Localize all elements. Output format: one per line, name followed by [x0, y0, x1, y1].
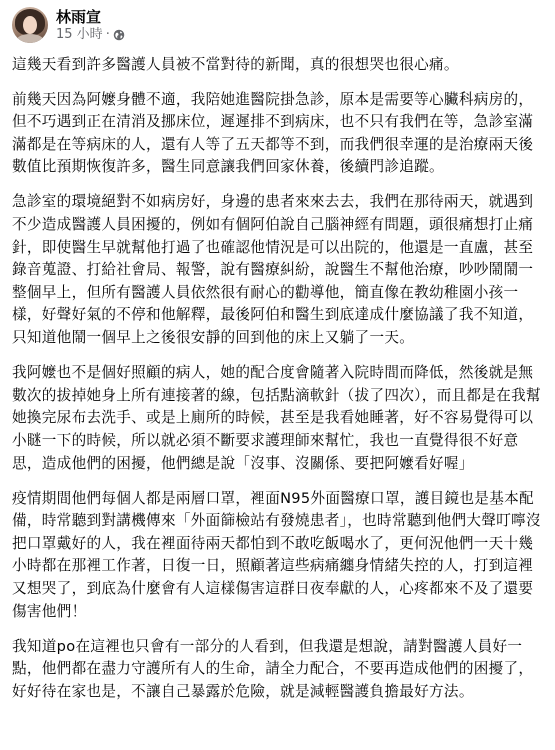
post-paragraph-2: 前幾天因為阿嬤身體不適，我陪她進醫院掛急診，原本是需要等心臟科病房的，但不巧遇到正在清消及挪床位，遲遲排不到病床，也不只有我們在等，急診室滿滿都是在等病床的人，還有人等了五天都等不到，而我們很幸運的是治療兩天後數值比預期恢復許多，醫生同意讓我們回家休養，後續門診追蹤。 — [12, 90, 534, 176]
avatar-shoulders — [16, 34, 44, 43]
author-avatar[interactable] — [12, 7, 48, 43]
avatar-face — [23, 16, 37, 34]
post-paragraph-6: 我知道po在這裡也只會有一部分的人看到，但我還是想說，請對醫護人員好一點，他們都在盡力守護所有人的生命，請全力配合，不要再造成他們的困擾了，好好待在家也是，不讓自己暴露於危險，就是減輕醫護負擔最好方法。 — [12, 637, 534, 700]
globe-icon[interactable] — [113, 29, 125, 41]
post-header-text — [56, 8, 125, 43]
post-paragraph-3: 急診室的環境絕對不如病房好，身邊的患者來來去去，我們在那待兩天，就遇到不少造成醫護人員困擾的，例如有個阿伯說自己腦神經有問題，頭很痛想打止痛針，即使醫生早就幫他打過了也確認他情況是可以出院的，他還是一直盧，甚至錄音蒐證、打給社會局、報警，說有醫療糾紛，說醫生不幫他治療，吵吵鬧鬧一整個早上，但所有醫護人員依然很有耐心的勸導他，簡直像在教幼稚園小孩一樣，好聲好氣的不停和他解釋，最後阿伯和醫生到底達成什麼協議了我不知道，只知道他鬧一個早上之後很安靜的回到他的床上又躺了一天。 — [12, 193, 534, 347]
post-meta — [56, 27, 125, 43]
author-name[interactable]: 林雨宣 — [56, 7, 102, 26]
post-header — [12, 6, 547, 44]
post-paragraph-1: 這幾天看到許多醫護人員被不當對待的新聞，真的很想哭也很心痛。 — [12, 56, 459, 73]
post-paragraph-5: 疫情期間他們每個人都是兩層口罩，裡面N95外面醫療口罩，護目鏡也是基本配備，時常聽到對講機傳來「外面篩檢站有發燒患者」，也時常聽到他們大聲叮嚀沒把口罩戴好的人，我在裡面待兩天都怕到不敢吃飯喝水了，更何況他們一天十幾小時都在那裡工作著，日復一日，照顧著這些病痛纏身情緒失控的人，打到這裡又想哭了，到底為什麼會有人這樣傷害這群日夜奉獻的人，心疼都來不及了還要傷害他們！ — [12, 489, 541, 620]
post-timestamp[interactable]: 15 小時 — [56, 26, 103, 42]
post-paragraph-4: 我阿嬤也不是個好照顧的病人，她的配合度會隨著入院時間而降低，然後就是無數次的拔掉她身上所有連接著的線，包括點滴軟針（拔了四次），而且都是在我幫她換完尿布去洗手、或是上廁所的時候，甚至是我看她睡著，好不容易覺得可以小瞇一下的時候，所以就必須不斷要求護理師來幫忙，我也一直覺得很不好意思，造成他們的困擾，他們總是說「沒事、沒關係、要把阿嬤看好喔」 — [12, 364, 541, 472]
post-body — [12, 54, 547, 703]
meta-separator: · — [105, 26, 110, 42]
